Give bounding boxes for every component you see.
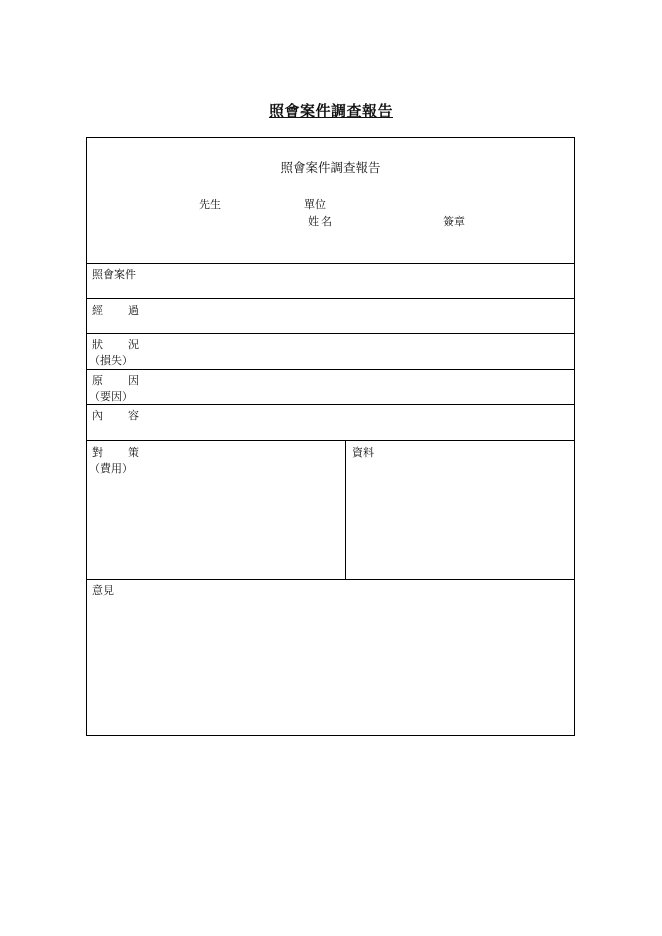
content-row xyxy=(87,404,574,441)
measures-label-1: 對 xyxy=(92,446,103,459)
unit-label: 單位 xyxy=(304,198,326,211)
form-header-title: 照會案件調查報告 xyxy=(280,160,381,175)
cause-label-1: 原 xyxy=(92,374,103,387)
measures-row xyxy=(87,440,574,580)
cause-label-2: 因 xyxy=(128,374,139,387)
report-form xyxy=(86,137,575,736)
content-label-2: 容 xyxy=(128,409,139,422)
status-row xyxy=(87,333,574,370)
case-row xyxy=(87,263,574,299)
process-row xyxy=(87,298,574,334)
status-sub-label: （損失） xyxy=(89,354,133,367)
opinion-row xyxy=(87,579,574,736)
process-label-2: 過 xyxy=(128,304,139,317)
materials-label: 資料 xyxy=(352,446,374,459)
status-label-2: 況 xyxy=(128,338,139,351)
content-label-1: 內 xyxy=(92,409,103,422)
signature-label: 簽章 xyxy=(443,215,465,228)
name-label: 姓名 xyxy=(308,215,334,228)
mister-label: 先生 xyxy=(199,198,221,211)
status-label-1: 狀 xyxy=(92,338,103,351)
cause-sub-label: （要因） xyxy=(89,390,133,403)
document-title: 照會案件調查報告 xyxy=(268,102,393,120)
opinion-label: 意見 xyxy=(92,584,114,597)
cause-row xyxy=(87,369,574,405)
process-label-1: 經 xyxy=(92,304,103,317)
case-label: 照會案件 xyxy=(92,268,136,281)
measures-divider xyxy=(345,441,346,580)
measures-label-2: 策 xyxy=(128,446,139,459)
measures-sub-label: （費用） xyxy=(89,462,133,475)
